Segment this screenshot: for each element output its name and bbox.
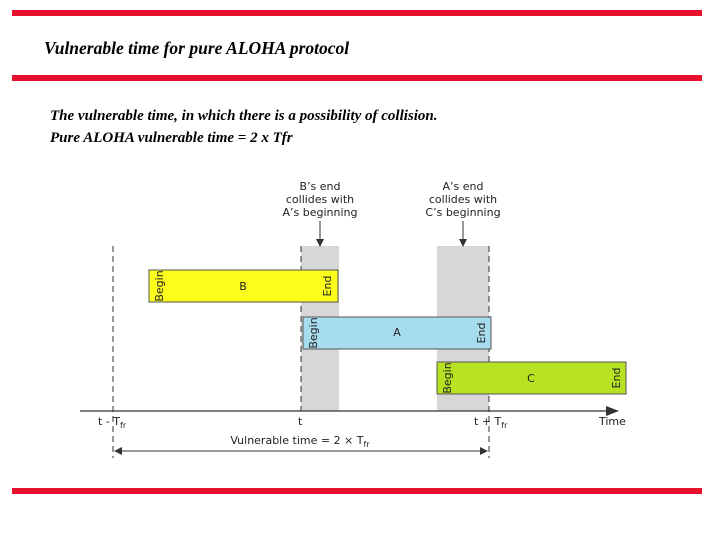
callout-right-arrow-icon bbox=[459, 239, 467, 247]
time-axis-label: Time bbox=[599, 415, 626, 428]
frame-b-name: B bbox=[239, 280, 247, 293]
frame-c-begin-label: Begin bbox=[441, 362, 454, 394]
body-line-vulnerable-formula: Pure ALOHA vulnerable time = 2 x Tfr bbox=[50, 130, 293, 146]
vulnerable-time-label-main: Vulnerable time = 2 × T bbox=[230, 434, 364, 447]
frame-c-end-label: End bbox=[610, 367, 623, 389]
vulnerable-span-left-arrow-icon bbox=[114, 447, 122, 455]
callout-left-arrow-icon bbox=[316, 239, 324, 247]
tick-label-t-plus-tfr-main: t + T bbox=[474, 415, 502, 428]
bottom-red-rule bbox=[12, 488, 702, 494]
frame-a-name: A bbox=[393, 326, 401, 339]
body-line-vulnerable-definition: The vulnerable time, in which there is a possibility of collision. bbox=[50, 108, 438, 124]
callout-left-line-1: B’s end bbox=[299, 180, 341, 193]
tick-label-t: t bbox=[298, 415, 303, 428]
frame-b-end-label: End bbox=[321, 275, 334, 297]
vulnerable-time-label bbox=[230, 434, 370, 449]
frame-b-begin-label: Begin bbox=[153, 270, 166, 302]
callout-left-line-2: collides with bbox=[285, 193, 355, 206]
frame-a-end-label: End bbox=[475, 322, 488, 344]
frame-a-begin-label: Begin bbox=[307, 317, 320, 349]
tick-label-t-plus-tfr-sub: fr bbox=[501, 421, 508, 430]
vulnerable-span-right-arrow-icon bbox=[480, 447, 488, 455]
tick-label-t-plus-tfr bbox=[474, 415, 508, 430]
callout-left-line-3: A’s beginning bbox=[282, 206, 358, 219]
tick-label-t-minus-tfr-sub: fr bbox=[120, 421, 127, 430]
callout-right-line-2: collides with bbox=[428, 193, 498, 206]
slide-title: Vulnerable time for pure ALOHA protocol bbox=[44, 38, 350, 58]
tick-label-t-minus-tfr bbox=[98, 415, 127, 430]
frame-c-name: C bbox=[527, 372, 535, 385]
vulnerable-time-label-sub: fr bbox=[363, 440, 370, 449]
callout-right-line-3: C’s beginning bbox=[425, 206, 501, 219]
tick-label-t-minus-tfr-main: t - T bbox=[98, 415, 120, 428]
callout-right-line-1: A’s end bbox=[442, 180, 484, 193]
